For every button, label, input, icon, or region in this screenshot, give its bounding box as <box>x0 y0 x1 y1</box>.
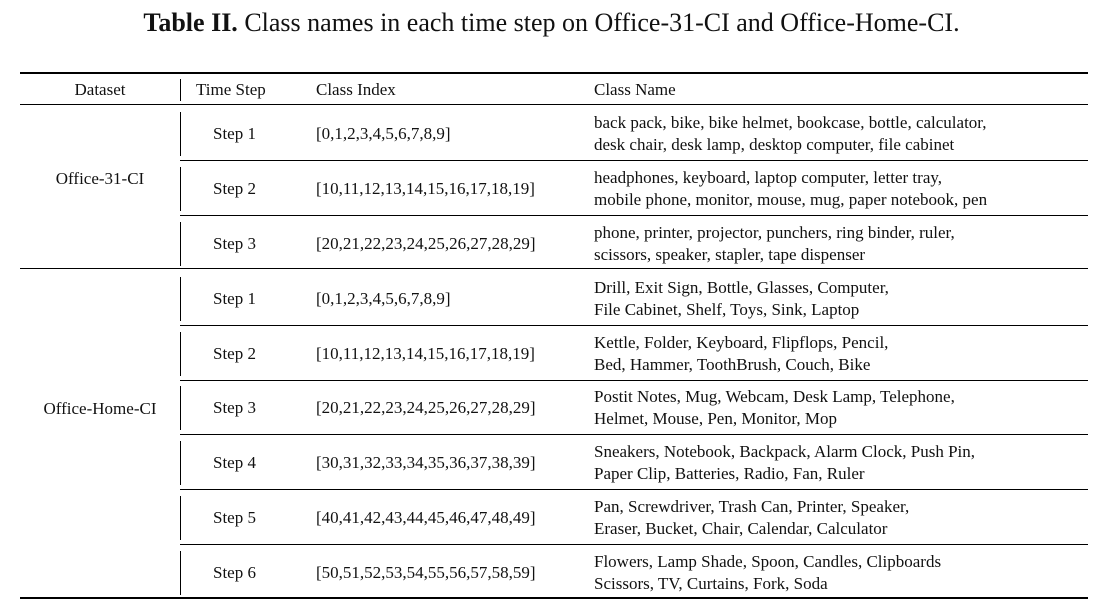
time-step-cell: Step 3 <box>213 398 256 417</box>
class-name-line-1: phone, printer, projector, punchers, ring binder, ruler, <box>594 223 955 242</box>
dataset-label-office31: Office-31-CI <box>55 169 145 188</box>
class-index-cell: [30,31,32,33,34,35,36,37,38,39] <box>316 453 536 472</box>
class-name-line-2: Bed, Hammer, ToothBrush, Couch, Bike <box>594 355 871 374</box>
class-name-line-1: Flowers, Lamp Shade, Spoon, Candles, Clipboards <box>594 552 942 571</box>
time-step-cell: Step 1 <box>213 289 256 308</box>
row-separator <box>180 215 1088 216</box>
time-step-cell: Step 6 <box>213 563 256 582</box>
row-separator <box>180 160 1088 161</box>
top-rule <box>20 72 1088 74</box>
row-divider <box>180 441 181 485</box>
caption-label: Table II. <box>143 8 238 37</box>
header-time-step: Time Step <box>196 80 266 99</box>
row-divider <box>180 386 181 430</box>
header-class-name: Class Name <box>594 80 676 99</box>
class-name-line-1: back pack, bike, bike helmet, bookcase, bottle, calculator, <box>594 113 987 132</box>
class-index-cell: [20,21,22,23,24,25,26,27,28,29] <box>316 398 536 417</box>
header-rule <box>20 104 1088 105</box>
class-name-line-2: scissors, speaker, stapler, tape dispenser <box>594 245 866 264</box>
row-separator <box>180 489 1088 490</box>
class-index-cell: [50,51,52,53,54,55,56,57,58,59] <box>316 563 536 582</box>
class-name-line-2: mobile phone, monitor, mouse, mug, paper notebook, pen <box>594 190 988 209</box>
time-step-cell: Step 4 <box>213 453 256 472</box>
time-step-cell: Step 3 <box>213 234 256 253</box>
class-index-cell: [40,41,42,43,44,45,46,47,48,49] <box>316 508 536 527</box>
header-divider <box>180 79 181 101</box>
class-name-line-2: Helmet, Mouse, Pen, Monitor, Mop <box>594 409 837 428</box>
time-step-cell: Step 1 <box>213 124 256 143</box>
time-step-cell: Step 2 <box>213 344 256 363</box>
class-name-line-1: headphones, keyboard, laptop computer, letter tray, <box>594 168 943 187</box>
row-divider <box>180 112 181 156</box>
class-name-line-1: Pan, Screwdriver, Trash Can, Printer, Speaker, <box>594 497 910 516</box>
class-name-line-2: desk chair, desk lamp, desktop computer, file cabinet <box>594 135 955 154</box>
row-separator <box>180 325 1088 326</box>
class-name-line-2: Scissors, TV, Curtains, Fork, Soda <box>594 574 828 593</box>
class-name-line-2: Eraser, Bucket, Chair, Calendar, Calculator <box>594 519 888 538</box>
class-name-line-1: Postit Notes, Mug, Webcam, Desk Lamp, Telephone, <box>594 387 955 406</box>
class-index-cell: [0,1,2,3,4,5,6,7,8,9] <box>316 289 451 308</box>
time-step-cell: Step 5 <box>213 508 256 527</box>
row-separator <box>180 380 1088 381</box>
row-separator <box>180 544 1088 545</box>
row-divider <box>180 277 181 321</box>
row-divider <box>180 167 181 211</box>
dataset-label-officehome: Office-Home-CI <box>43 399 157 418</box>
class-name-line-1: Sneakers, Notebook, Backpack, Alarm Clock, Push Pin, <box>594 442 976 461</box>
table-caption <box>0 6 1103 40</box>
caption-text: Class names in each time step on Office-31-CI and Office-Home-CI. <box>244 8 960 37</box>
class-name-line-1: Kettle, Folder, Keyboard, Flipflops, Pencil, <box>594 333 889 352</box>
row-separator <box>180 434 1088 435</box>
bottom-rule <box>20 597 1088 599</box>
row-divider <box>180 332 181 376</box>
class-index-cell: [10,11,12,13,14,15,16,17,18,19] <box>316 179 535 198</box>
class-name-line-2: Paper Clip, Batteries, Radio, Fan, Ruler <box>594 464 865 483</box>
header-class-index: Class Index <box>316 80 396 99</box>
time-step-cell: Step 2 <box>213 179 256 198</box>
class-index-cell: [10,11,12,13,14,15,16,17,18,19] <box>316 344 535 363</box>
row-divider <box>180 496 181 540</box>
group-rule <box>20 268 1088 269</box>
class-index-cell: [0,1,2,3,4,5,6,7,8,9] <box>316 124 451 143</box>
row-divider <box>180 551 181 595</box>
class-name-line-2: File Cabinet, Shelf, Toys, Sink, Laptop <box>594 300 860 319</box>
class-name-line-1: Drill, Exit Sign, Bottle, Glasses, Computer, <box>594 278 889 297</box>
class-index-cell: [20,21,22,23,24,25,26,27,28,29] <box>316 234 536 253</box>
header-dataset: Dataset <box>74 80 126 99</box>
row-divider <box>180 222 181 266</box>
